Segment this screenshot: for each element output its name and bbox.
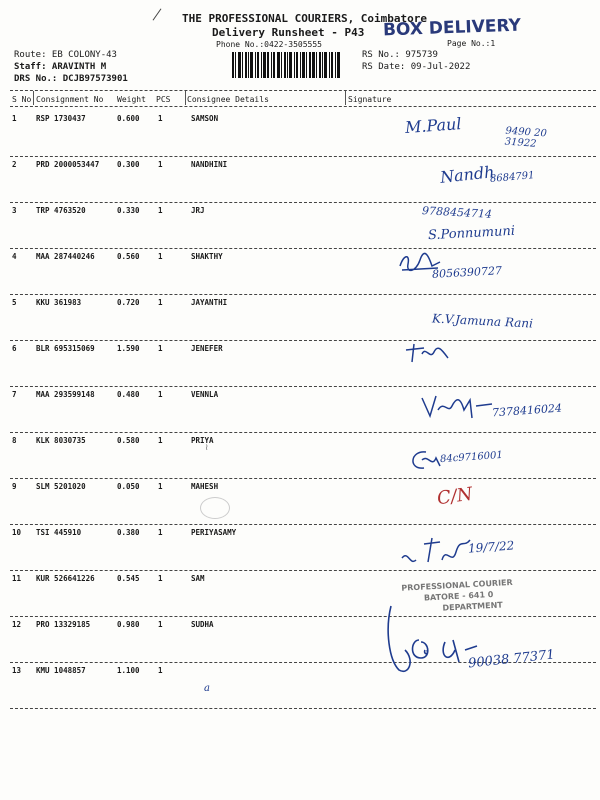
row-separator [10,340,596,341]
cell-sno: 8 [12,436,17,445]
phone-row-7: 7378416024 [491,401,563,420]
row-separator [10,386,596,387]
route-label: Route: EB COLONY-43 [14,50,117,60]
cell-sno: 4 [12,252,17,261]
phone-row-3: 9788454714 [421,204,493,221]
cell-sno: 2 [12,160,17,169]
row-separator [10,248,596,249]
cell-consignee: JRJ [191,206,205,215]
pencil-mark: ≀ [205,443,209,453]
cell-pcs: 1 [158,206,163,215]
staff-label: Staff: ARAVINTH M [14,62,107,72]
cell-weight: 1.100 [117,666,140,675]
pen-mark [153,8,162,20]
signature-row-3: S.Ponnumuni [427,223,516,244]
cell-pcs: 1 [158,620,163,629]
row-separator [10,294,596,295]
mark-row-13: a [204,683,210,694]
cell-weight: 0.300 [117,160,140,169]
row-separator [10,432,596,433]
cell-consignee: VENNLA [191,390,219,399]
row-separator [10,524,596,525]
cell-pcs: 1 [158,298,163,307]
scribble-signature-row-8 [406,448,442,474]
cell-consignment: KUR 526641226 [36,574,95,583]
cell-pcs: 1 [158,482,163,491]
cell-sno: 12 [12,620,22,629]
page-number: Page No.:1 [447,39,496,48]
column-divider [33,91,34,105]
runsheet-title: Delivery Runsheet - P43 [212,26,365,39]
cell-sno: 13 [12,666,22,675]
phone-number: Phone No.:0422-3505555 [216,40,322,49]
column-divider [345,91,346,105]
scan-artifact [200,497,230,519]
stamp-line: BATORE - 641 0 [423,589,494,603]
cell-consignee: NANDHINI [191,160,228,169]
cell-consignment: KKU 361983 [36,298,82,307]
cell-weight: 0.580 [117,436,140,445]
cell-weight: 0.380 [117,528,140,537]
phone-row-8: 84c9716001 [439,449,504,466]
signature-row-1: M.Paul [404,114,463,137]
header-bottom-rule [10,106,596,107]
scribble-signature-row-6 [404,342,450,364]
cell-consignment: SLM 5201020 [36,482,86,491]
stamp-line: DEPARTMENT [442,600,503,613]
cell-consignee: SUDHA [191,620,214,629]
phone-row-4: 8056390727 [431,264,503,281]
cell-pcs: 1 [158,252,163,261]
cell-consignment: TRP 4763520 [36,206,86,215]
date-row-10: 19/7/22 [467,538,515,556]
column-divider [185,91,186,105]
signature-row-2: Nandh [439,162,496,187]
header-top-rule [10,90,596,91]
cell-weight: 0.480 [117,390,140,399]
box-delivery-stamp: BOX DELIVERY [382,15,522,41]
cell-consignment: RSP 1730437 [36,114,86,123]
cell-pcs: 1 [158,344,163,353]
rs-date: RS Date: 09-Jul-2022 [362,62,471,72]
cell-sno: 1 [12,114,17,123]
cell-consignee: PERIYASAMY [191,528,237,537]
cell-pcs: 1 [158,160,163,169]
stamp-line: PROFESSIONAL COURIER [401,577,513,593]
col-header-pcs: PCS [156,95,171,104]
cell-consignment: KLK 8030735 [36,436,86,445]
cell-sno: 5 [12,298,17,307]
cell-weight: 0.980 [117,620,140,629]
row-separator [10,202,596,203]
scribble-signature-row-12 [385,600,480,680]
cell-consignment: MAA 293599148 [36,390,95,399]
note-row-9: C/N [435,483,474,510]
row-separator [10,478,596,479]
cell-sno: 9 [12,482,17,491]
cell-sno: 10 [12,528,22,537]
col-header-consignment: Consignment No [36,95,104,104]
cell-pcs: 1 [158,390,163,399]
cell-pcs: 1 [158,114,163,123]
cell-consignee: PRIYA [191,436,214,445]
phone-row-2: 8684791 [489,170,535,185]
cell-pcs: 1 [158,528,163,537]
cell-consignment: MAA 287440246 [36,252,95,261]
cell-pcs: 1 [158,666,163,675]
cell-weight: 0.600 [117,114,140,123]
cell-weight: 0.330 [117,206,140,215]
cell-weight: 0.560 [117,252,140,261]
row-separator [10,708,596,709]
col-header-weight: Weight [117,95,146,104]
col-header-signature: Signature [348,95,392,104]
cell-consignee: MAHESH [191,482,219,491]
cell-sno: 11 [12,574,22,583]
row-separator [10,616,596,617]
col-header-sno: S No [12,95,32,104]
cell-consignment: PRD 2000053447 [36,160,100,169]
cell-consignee: JAYANTHI [191,298,228,307]
row-separator [10,570,596,571]
cell-consignment: KMU 1048857 [36,666,86,675]
scribble-signature-row-10 [398,532,478,572]
cell-weight: 1.590 [117,344,140,353]
cell-weight: 0.050 [117,482,140,491]
cell-pcs: 1 [158,436,163,445]
cell-consignee: SAMSON [191,114,219,123]
row-separator [10,156,596,157]
cell-sno: 7 [12,390,17,399]
cell-consignment: TSI 445910 [36,528,82,537]
cell-consignee: SAM [191,574,205,583]
cell-weight: 0.720 [117,298,140,307]
phone-row-1: 9490 20 31922 [504,125,548,150]
cell-consignee: JENEFER [191,344,223,353]
col-header-consignee: Consignee Details [187,95,269,104]
cell-weight: 0.545 [117,574,140,583]
cell-consignment: BLR 695315069 [36,344,95,353]
cell-pcs: 1 [158,574,163,583]
cell-sno: 3 [12,206,17,215]
drs-number: DRS No.: DCJB97573901 [14,74,128,84]
cell-consignment: PRO 13329185 [36,620,91,629]
phone-row-12: 90038 77371 [467,647,556,672]
barcode-icon [232,52,342,78]
cell-sno: 6 [12,344,17,353]
cell-consignee: SHAKTHY [191,252,223,261]
rs-number: RS No.: 975739 [362,50,438,60]
scribble-signature-row-7 [420,392,494,422]
signature-row-5: K.V.Jamuna Rani [431,311,534,331]
company-title: THE PROFESSIONAL COURIERS, Coimbatore [182,12,428,25]
